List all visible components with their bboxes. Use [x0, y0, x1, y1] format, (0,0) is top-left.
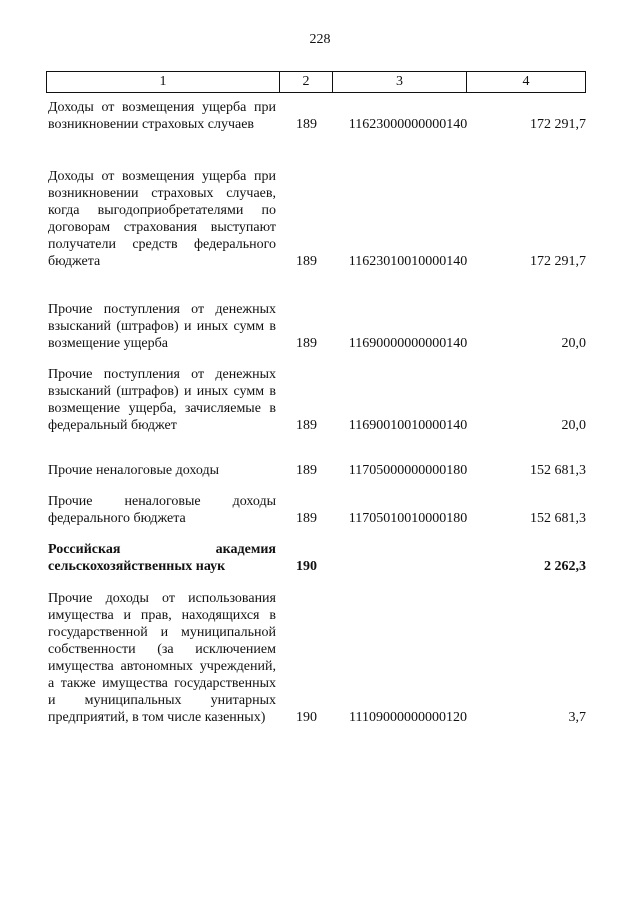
- row-name: Российская академия сельскохозяйственных наук: [48, 542, 276, 574]
- row-kbk: 11109000000000120: [349, 710, 467, 725]
- row-name: Доходы от возмещения ущерба при возникновении страховых случаев: [48, 100, 276, 132]
- table-row: [48, 366, 586, 434]
- row-name: Прочие поступления от денежных взысканий (штрафов) и иных сумм в возмещение ущерба, зачисляемые в федеральный бюджет: [48, 367, 276, 433]
- row-name: Доходы от возмещения ущерба при возникновении страховых случаев, когда выгодоприобретателями по договорам страхования выступают получатели средств федерального бюджета: [48, 169, 276, 269]
- header-col-1: 1: [47, 72, 280, 92]
- header-col-2: 2: [280, 72, 333, 92]
- row-sum: 2 262,3: [544, 559, 586, 574]
- row-name: Прочие поступления от денежных взысканий (штрафов) и иных сумм в возмещение ущерба: [48, 302, 276, 351]
- row-name: Прочие неналоговые доходы: [48, 463, 220, 478]
- row-code: 189: [296, 418, 317, 433]
- table-header: [46, 71, 586, 93]
- row-name: Прочие доходы от использования имущества и прав, находящихся в государственной и муниципальной собственности (за исключением имущества автономных учреждений, а также имущества государственных и муниципальных унитарных предприятий, в том числе казенных): [48, 591, 276, 725]
- page-number: 228: [309, 32, 331, 47]
- row-kbk: 11690000000000140: [348, 336, 468, 351]
- row-kbk: 11623000000000140: [348, 117, 468, 132]
- row-code: 189: [296, 511, 317, 526]
- row-sum: 172 291,7: [530, 117, 586, 132]
- row-sum: 20,0: [561, 418, 586, 433]
- row-sum: 152 681,3: [530, 463, 586, 478]
- row-code: 189: [296, 117, 317, 132]
- table-row: [48, 590, 586, 726]
- row-code: 190: [296, 559, 317, 574]
- row-code: 190: [296, 710, 317, 725]
- table-row: [48, 301, 586, 352]
- header-col-4: 4: [522, 74, 530, 89]
- row-name: Прочие неналоговые доходы федерального бюджета: [48, 494, 276, 526]
- table-row: [48, 168, 586, 270]
- row-sum: 172 291,7: [530, 254, 586, 269]
- row-kbk: 11690010010000140: [348, 418, 468, 433]
- table-row: [48, 99, 586, 133]
- row-sum: 3,7: [568, 710, 586, 725]
- row-kbk: 11623010010000140: [348, 254, 468, 269]
- table-row: [48, 493, 586, 527]
- row-kbk: 11705010010000180: [348, 511, 468, 526]
- table-row: [48, 462, 586, 479]
- row-sum: 152 681,3: [530, 511, 586, 526]
- row-code: 189: [296, 336, 317, 351]
- header-col-3: 3: [333, 72, 467, 92]
- row-kbk: 11705000000000180: [348, 463, 468, 478]
- row-code: 189: [296, 463, 317, 478]
- row-code: 189: [296, 254, 317, 269]
- row-sum: 20,0: [561, 336, 586, 351]
- table-row-section: [48, 541, 586, 575]
